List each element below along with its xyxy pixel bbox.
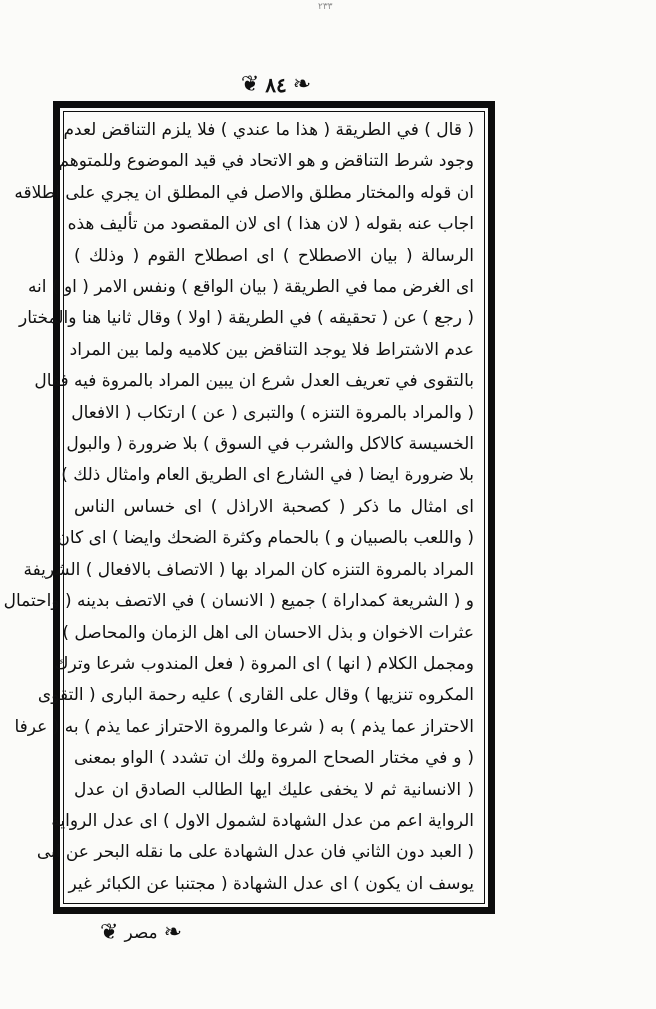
text-line: الرسالة ( بيان الاصطلاح ) اى اصطلاح القوم ( وذلك ): [74, 245, 474, 266]
text-line: يوسف ان يكون ) اى عدل الشهادة ( مجتنبا عن الكبائر غير: [68, 873, 474, 894]
text-line: اى امثال ما ذكر ( كصحبة الاراذل ) اى خساس الناس: [74, 496, 474, 517]
text-line: ( واللعب بالصبيان و ) بالحمام وكثرة الضحك وايضا ) اى كان: [57, 528, 474, 549]
body-text: [3, 120, 474, 894]
text-line: وجود شرط التناقض و هو الاتحاد في قيد الموضوع وللمتوهم: [58, 151, 474, 172]
catchword: مصر: [124, 923, 158, 943]
left-ornament-icon: ❦: [240, 72, 260, 97]
footer-ornament-icon: ❦: [100, 920, 119, 945]
footer-catchword: [100, 920, 182, 946]
text-line: عدم الاشتراط فلا يوجد التناقض بين كلاميه ولما بين المراد: [69, 339, 474, 360]
text-line: ومجمل الكلام ( انها ) اى المروة ( فعل المندوب شرعا وترك: [54, 653, 474, 674]
text-line: بلا ضرورة ايضا ( في الشارع اى الطريق العام وامثال ذلك ): [61, 465, 474, 486]
text-line: و ( الشريعة كمداراة ) جميع ( الانسان ) في الاتصف بدينه ( واحتمال: [3, 591, 474, 612]
text-line: ان قوله والمختار مطلق والاصل في المطلق ان يجري على اطلاقه: [14, 182, 474, 203]
text-line: اجاب عنه بقوله ( لان هذا ) اى لان المقصود من تأليف هذه: [67, 214, 474, 235]
text-line: ( والمراد بالمروة التنزه ) والتبرى ( عن ) ارتكاب ( الافعال: [71, 402, 474, 423]
text-line: ( الانسانية ثم لا يخفى عليك ايها الطالب الصادق ان عدل: [74, 779, 474, 800]
text-line: الخسيسة كالاكل والشرب في السوق ) بلا ضرورة ( والبول ): [54, 434, 474, 455]
text-line: عثرات الاخوان و بذل الاحسان الى اهل الزمان والمحاصل ): [62, 622, 474, 643]
footer-ornament-icon: ❧: [163, 920, 183, 945]
page-number-header: [236, 70, 316, 100]
text-line: ( قال ) في الطريقة ( هذا ما عندي ) فلا يلزم التناقض لعدم: [63, 120, 474, 140]
text-line: ( العبد دون الثاني فان عدل الشهادة على ما نقله البحر عن ابى: [36, 842, 474, 863]
text-line: ( رجع ) عن ( تحقيقه ) في الطريقة ( اولا ) وقال ثانيا هنا والمختار: [19, 308, 474, 329]
right-ornament-icon: ❧: [292, 72, 312, 97]
text-line: الاحتراز عما يذم ) به ( شرعا والمروة الاحتراز عما يذم ) به ( عرفا: [14, 716, 474, 737]
text-line: بالتقوى في تعريف العدل شرع ان يبين المراد بالمروة فيه فقال: [34, 371, 474, 392]
page-number: ٨٤: [265, 73, 287, 97]
top-mark: ٢٣٣: [318, 2, 333, 12]
text-line: المراد بالمروة التنزه كان المراد بها ( الاتصاف بالافعال ) الشريفة: [23, 559, 474, 580]
text-line: الرواية اعم من عدل الشهادة لشمول الاول ) اى عدل الرواية: [51, 810, 474, 831]
text-line: المكروه تنزيها ) وقال على القارى ) عليه رحمة البارى ( التقوى: [37, 685, 474, 706]
text-line: ( و في مختار الصحاح المروة ولك ان تشدد ) الواو بمعنى: [74, 748, 474, 769]
text-frame: [3, 101, 495, 914]
text-line: اى الغرض مما في الطريقة ( بيان الواقع ) ونفس الامر ( او ) انه: [27, 277, 474, 298]
